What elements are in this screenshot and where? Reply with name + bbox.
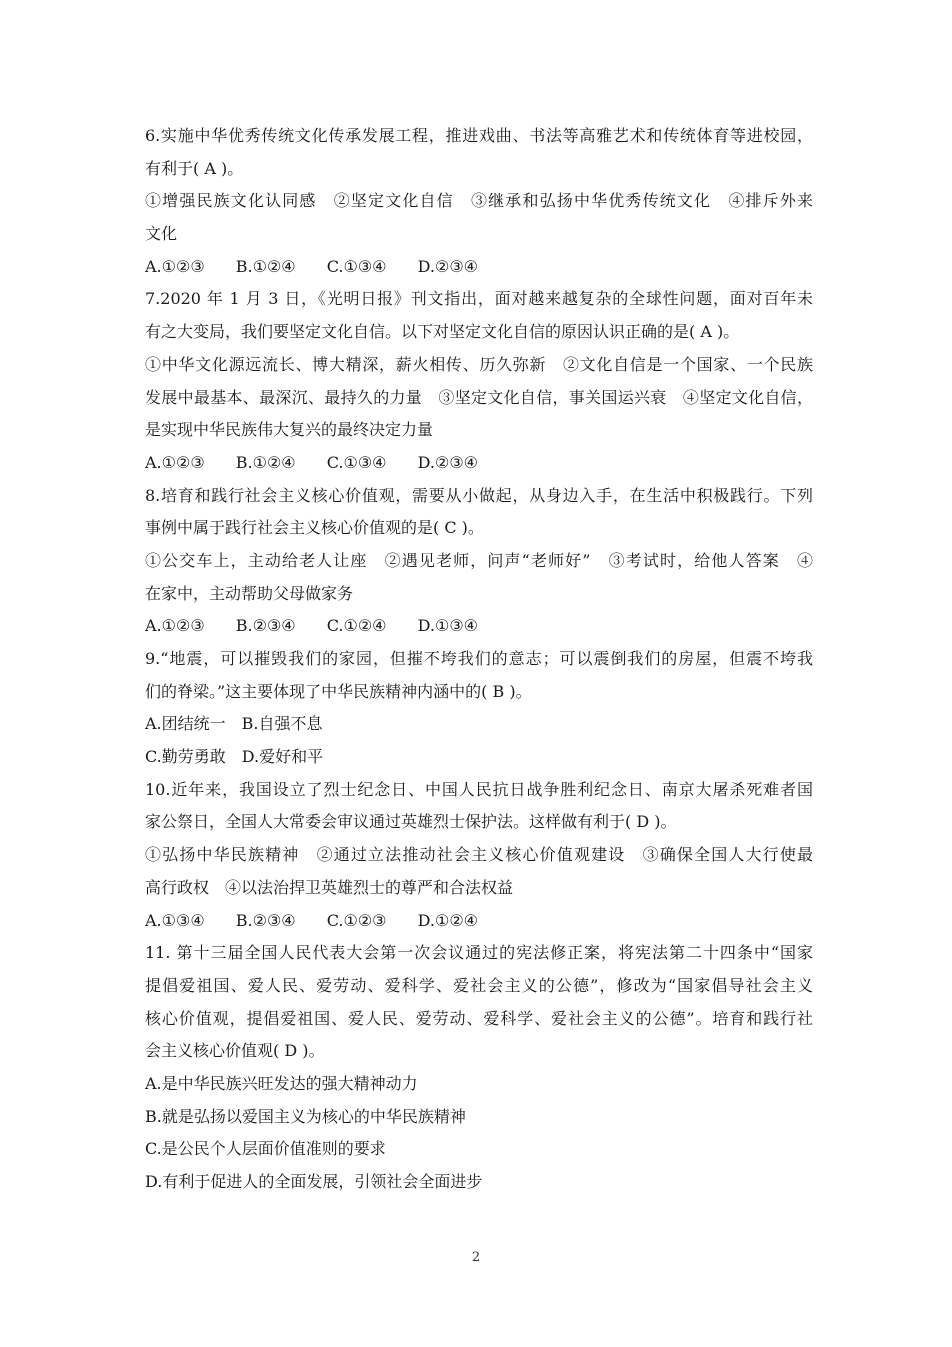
option-a: A.①②③ (145, 616, 205, 636)
answer-options (145, 610, 813, 643)
question-stem-line: 会主义核心价值观( D )。 (145, 1041, 325, 1061)
question-list (145, 120, 813, 1199)
question-stem-line: 8.培育和践行社会主义核心价值观，需要从小做起，从身边入手，在生活中积极践行。下列 (145, 485, 813, 505)
statement-line: 高行政权 ④以法治捍卫英雄烈士的尊严和合法权益 (145, 877, 514, 897)
question-7 (145, 283, 813, 479)
question-10 (145, 774, 813, 937)
statement-line: ①中华文化源远流长、博大精深，薪火相传、历久弥新 ②文化自信是一个国家、一个民族 (145, 354, 813, 374)
option-line: B.就是弘扬以爱国主义为核心的中华民族精神 (145, 1106, 466, 1126)
option-c: C.①②④ (326, 616, 387, 636)
question-stem-line: 7.2020 年 1 月 3 日，《光明日报》刊文指出，面对越来越复杂的全球性问题，面对百年未 (145, 289, 813, 309)
option-line: C.勤劳勇敢 D.爱好和平 (145, 747, 324, 767)
option-d: D.①②④ (417, 910, 478, 930)
option-a: A.①②③ (145, 256, 205, 276)
question-6 (145, 120, 813, 283)
option-d: D.①③④ (417, 616, 478, 636)
statement-line: 是实现中华民族伟大复兴的最终决定力量 (145, 420, 434, 440)
question-stem-line: 有利于( A )。 (145, 158, 244, 178)
answer-options (145, 447, 813, 480)
option-line: D.有利于促进人的全面发展，引领社会全面进步 (145, 1172, 483, 1191)
option-line: A.是中华民族兴旺发达的强大精神动力 (145, 1073, 418, 1093)
question-8 (145, 480, 813, 643)
option-c: C.①③④ (326, 256, 387, 276)
question-stem-line: 事例中属于践行社会主义核心价值观的是( C )。 (145, 518, 484, 538)
question-11 (145, 937, 813, 1199)
statement-line: 文化 (145, 224, 178, 244)
answer-options (145, 905, 813, 938)
statement-line: ①弘扬中华民族精神 ②通过立法推动社会主义核心价值观建设 ③确保全国人大行使最 (145, 845, 813, 865)
option-a: A.①②③ (145, 452, 205, 472)
option-b: B.②③④ (235, 910, 296, 930)
answer-options (145, 251, 813, 284)
option-c: C.①②③ (326, 910, 387, 930)
question-stem-line: 10.近年来，我国设立了烈士纪念日、中国人民抗日战争胜利纪念日、南京大屠杀死难者国 (145, 779, 813, 799)
statement-line: 发展中最基本、最深沉、最持久的力量 ③坚定文化自信，事关国运兴衰 ④坚定文化自信， (145, 387, 813, 407)
question-9 (145, 643, 813, 774)
option-line: C.是公民个人层面价值准则的要求 (145, 1139, 386, 1159)
question-stem-line: 家公祭日，全国人大常委会审议通过英雄烈士保护法。这样做有利于( D )。 (145, 812, 677, 832)
option-c: C.①③④ (326, 452, 387, 472)
question-stem-line: 有之大变局，我们要坚定文化自信。以下对坚定文化自信的原因认识正确的是( A )。 (145, 322, 740, 342)
statement-line: 在家中，主动帮助父母做家务 (145, 583, 354, 603)
question-stem-line: 11. 第十三届全国人民代表大会第一次会议通过的宪法修正案，将宪法第二十四条中“国家 (145, 943, 813, 963)
question-stem-line: 提倡爱祖国、爱人民、爱劳动、爱科学、爱社会主义的公德”，修改为“国家倡导社会主义 (145, 975, 813, 995)
option-a: A.①③④ (145, 910, 205, 930)
page-number: 2 (471, 1250, 481, 1265)
statement-line: ①增强民族文化认同感 ②坚定文化自信 ③继承和弘扬中华优秀传统文化 ④排斥外来 (145, 191, 813, 211)
question-stem-line: 9.“地震，可以摧毁我们的家园，但摧不垮我们的意志；可以震倒我们的房屋，但震不垮我 (145, 649, 813, 668)
statement-line: ①公交车上，主动给老人让座 ②遇见老师，问声“老师好” ③考试时，给他人答案 ④ (145, 550, 813, 570)
option-d: D.②③④ (417, 452, 478, 472)
option-line: A.团结统一 B.自强不息 (145, 714, 323, 734)
option-b: B.①②④ (235, 256, 296, 276)
option-d: D.②③④ (417, 256, 478, 276)
question-stem-line: 们的脊梁。”这主要体现了中华民族精神内涵中的( B )。 (145, 681, 532, 701)
question-stem-line: 6.实施中华优秀传统文化传承发展工程，推进戏曲、书法等高雅艺术和传统体育等进校园， (145, 126, 813, 145)
option-b: B.②③④ (235, 616, 296, 636)
option-b: B.①②④ (235, 452, 296, 472)
question-stem-line: 核心价值观，提倡爱祖国、爱人民、爱劳动、爱科学、爱社会主义的公德”。培育和践行社 (145, 1008, 813, 1028)
